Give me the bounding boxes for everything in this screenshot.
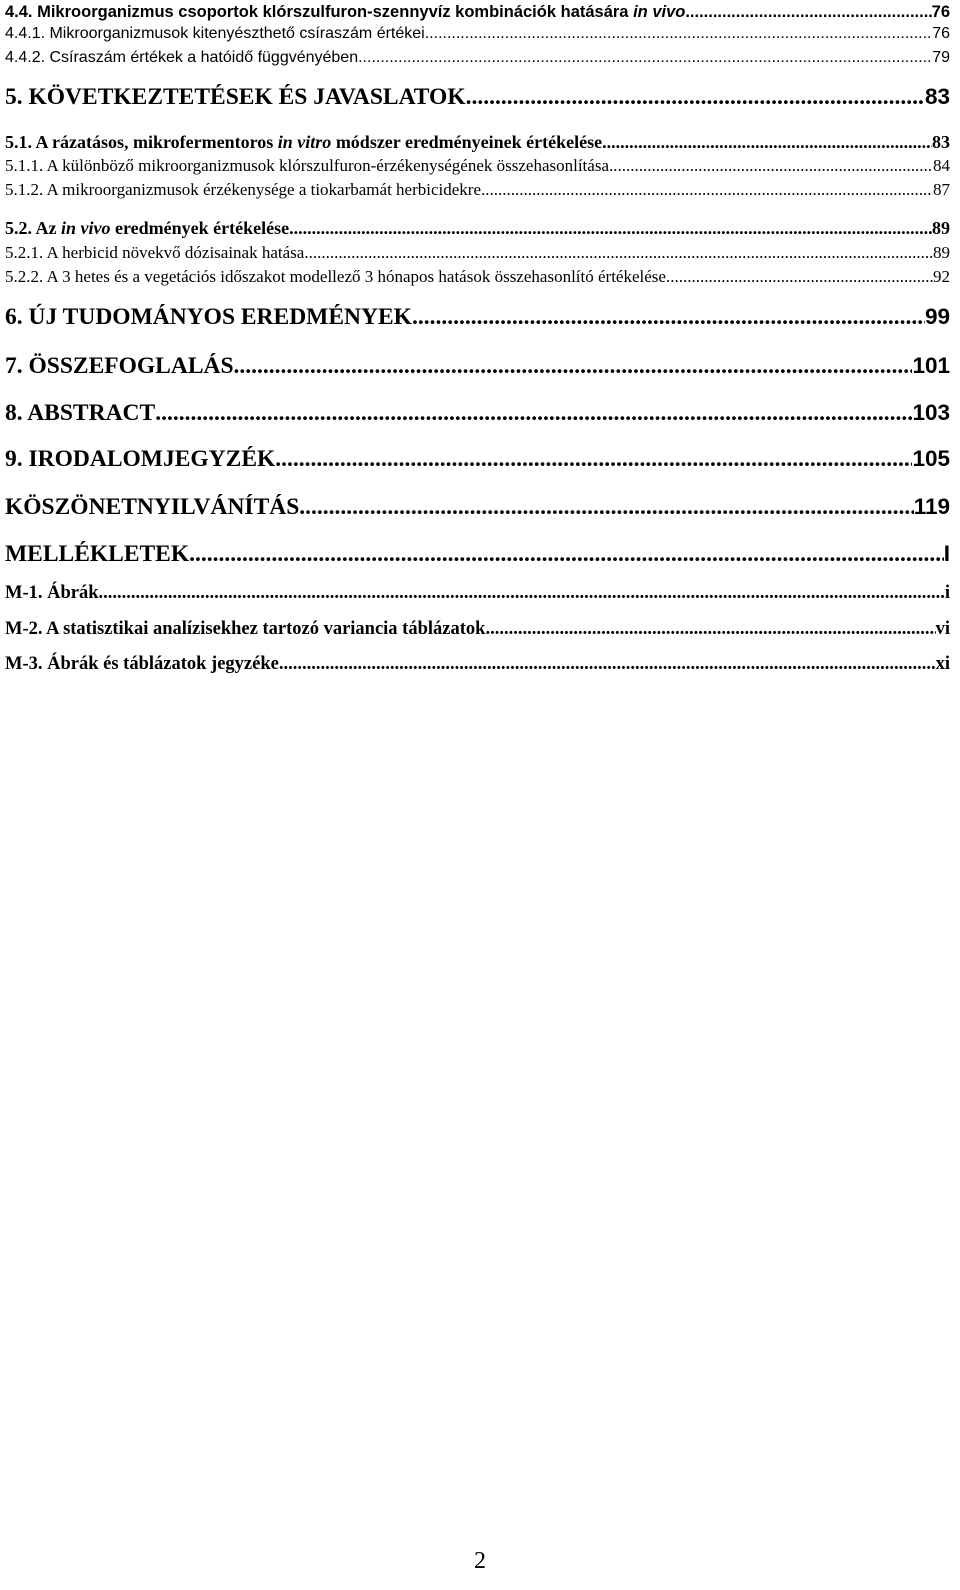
toc-entry-acknowledgements [5, 496, 950, 520]
dot-leader [189, 543, 944, 567]
toc-entry-page: 119 [913, 494, 950, 519]
dot-leader [304, 244, 933, 261]
toc-entry-chapter-5 [5, 86, 950, 110]
toc-entry-5-1-1 [5, 157, 950, 174]
toc-entry-5-2 [5, 219, 950, 237]
toc-entry-page: 87 [933, 180, 950, 199]
toc-entry-title: 4.4. Mikroorganizmus csoportok klórszulfuron-szennyvíz kombinációk hatására in vivo [5, 3, 686, 21]
toc-entry-title: MELLÉKLETEK [5, 541, 190, 567]
toc-entry-4-4-2 [5, 50, 950, 66]
toc-entry-chapter-6 [5, 306, 950, 330]
toc-entry-page: 84 [933, 156, 950, 175]
toc-entry-page: 105 [912, 446, 950, 471]
toc-entry-title: 9. IRODALOMJEGYZÉK [5, 446, 276, 472]
toc-entry-title: 7. ÖSSZEFOGLALÁS [5, 353, 234, 379]
toc-entry-5-2-1 [5, 244, 950, 261]
toc-entry-title: 6. ÚJ TUDOMÁNYOS EREDMÉNYEK [5, 304, 412, 330]
toc-entry-title: KÖSZÖNETNYILVÁNÍTÁS [5, 494, 300, 520]
toc-entry-chapter-7 [5, 355, 950, 379]
toc-entry-page: 99 [924, 304, 950, 329]
dot-leader [602, 133, 932, 151]
toc-entry-page: 89 [932, 218, 950, 238]
toc-entry-page: 92 [933, 267, 950, 286]
toc-entry-page: 76 [932, 25, 950, 42]
toc-entry-title: 4.4.1. Mikroorganizmusok kitenyészthető csíraszám értékei [5, 25, 425, 42]
dot-leader [666, 268, 933, 285]
toc-entry-4-4-1 [5, 26, 950, 42]
toc-entry-title: 5.1. A rázatásos, mikrofermentoros in vitro módszer eredményeinek értékelése [5, 132, 603, 152]
toc-entry-appendices [5, 543, 950, 567]
toc-entry-chapter-8 [5, 402, 950, 426]
toc-entry-page: vi [935, 619, 950, 639]
dot-leader [275, 448, 912, 472]
toc-entry-page: 101 [912, 353, 950, 378]
dot-leader [485, 620, 935, 639]
toc-entry-4-4 [5, 4, 950, 21]
toc-entry-m-2 [5, 620, 950, 639]
toc-entry-page: i [944, 583, 950, 603]
dot-leader [289, 219, 932, 237]
toc-entry-page: 83 [932, 132, 950, 152]
toc-entry-title: 5.1.2. A mikroorganizmusok érzékenysége a tiokarbamát herbicidekre [5, 180, 481, 199]
toc-entry-title: 4.4.2. Csíraszám értékek a hatóidő függvényében [5, 49, 359, 66]
toc-entry-page: 76 [931, 3, 950, 21]
toc-entry-page: 79 [932, 49, 950, 66]
toc-entry-page: xi [935, 654, 950, 674]
dot-leader [425, 26, 932, 42]
toc-entry-title: 5. KÖVETKEZTETÉSEK ÉS JAVASLATOK [5, 84, 466, 110]
toc-entry-title: M-2. A statisztikai analízisekhez tartozó variancia táblázatok [5, 619, 486, 639]
dot-leader [155, 402, 912, 426]
toc-entry-m-3 [5, 655, 950, 674]
dot-leader [234, 355, 913, 379]
dot-leader [685, 4, 931, 21]
toc-entry-title: 5.1.1. A különböző mikroorganizmusok klórszulfuron-érzékenységének összehasonlítása [5, 156, 609, 175]
dot-leader [466, 86, 925, 110]
dot-leader [99, 584, 945, 603]
toc-entry-title: 5.2.2. A 3 hetes és a vegetációs időszakot modellező 3 hónapos hatások összehasonlító értékelése [5, 267, 666, 286]
toc-entry-title: M-1. Ábrák [5, 583, 99, 603]
toc-entry-title: M-3. Ábrák és táblázatok jegyzéke [5, 654, 279, 674]
dot-leader [609, 157, 933, 174]
toc-entry-5-2-2 [5, 268, 950, 285]
dot-leader [412, 306, 925, 330]
toc-entry-page: 89 [933, 243, 950, 262]
toc-entry-title: 5.2. Az in vivo eredmények értékelése [5, 218, 290, 238]
toc-entry-page: 83 [924, 84, 950, 109]
toc-entry-page: 103 [912, 400, 950, 425]
dot-leader [481, 181, 933, 198]
toc-entry-page: I [943, 541, 950, 566]
toc-entry-5-1 [5, 133, 950, 151]
page-number: 2 [474, 1548, 486, 1574]
toc-entry-5-1-2 [5, 181, 950, 198]
toc-entry-chapter-9 [5, 448, 950, 472]
toc-entry-m-1 [5, 584, 950, 603]
dot-leader [279, 655, 936, 674]
dot-leader [299, 496, 913, 520]
dot-leader [358, 50, 932, 66]
toc-entry-title: 5.2.1. A herbicid növekvő dózisainak hatása [5, 243, 305, 262]
toc-entry-title: 8. ABSTRACT [5, 400, 156, 426]
